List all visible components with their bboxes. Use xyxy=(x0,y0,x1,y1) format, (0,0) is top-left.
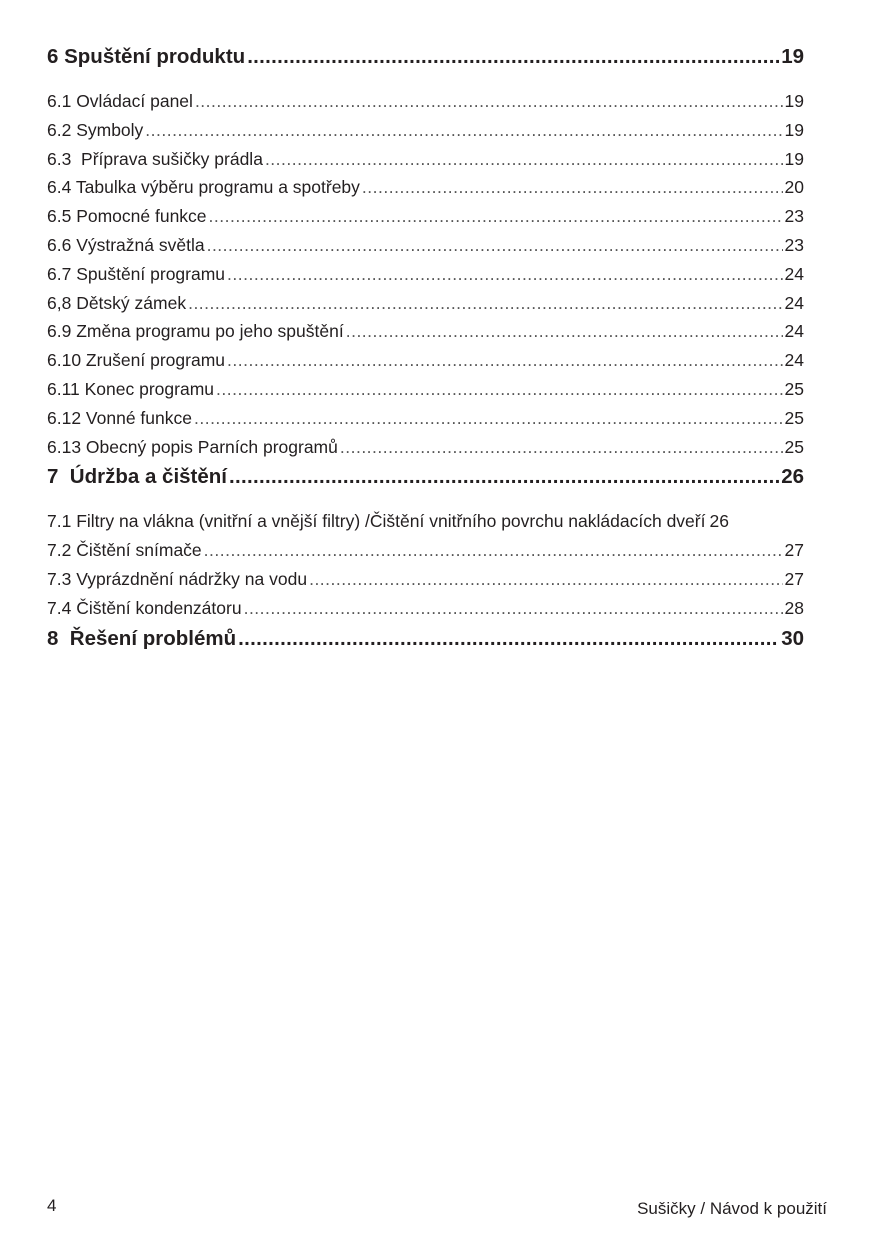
dot-leader xyxy=(209,202,783,231)
dot-leader xyxy=(194,404,783,433)
toc-page-number: 24 xyxy=(784,321,804,342)
toc-page-number: 19 xyxy=(784,148,804,169)
toc-page-number: 27 xyxy=(784,568,804,589)
toc-item-6-6[interactable] xyxy=(47,231,804,260)
table-of-contents xyxy=(47,41,804,657)
dot-leader xyxy=(265,145,783,174)
dot-leader xyxy=(227,346,783,375)
toc-item-title: 6.5 Pomocné funkce xyxy=(47,206,207,227)
toc-page-number: 24 xyxy=(784,263,804,284)
dot-leader xyxy=(340,433,783,462)
toc-item-6-1[interactable] xyxy=(47,87,804,116)
toc-item-title: 6.6 Výstražná světla xyxy=(47,234,205,255)
toc-page-number: 25 xyxy=(784,407,804,428)
toc-item-7-1[interactable] xyxy=(47,507,804,536)
toc-item-7-2[interactable] xyxy=(47,536,804,565)
toc-item-6-5[interactable] xyxy=(47,202,804,231)
toc-item-6-9[interactable] xyxy=(47,317,804,346)
toc-page-number: 26 xyxy=(781,465,804,489)
dot-leader xyxy=(195,87,783,116)
toc-item-title: 6.10 Zrušení programu xyxy=(47,350,226,371)
dot-leader xyxy=(227,260,783,289)
toc-item-title: 6.1 Ovládací panel xyxy=(47,91,193,111)
toc-section-6[interactable] xyxy=(47,45,804,75)
toc-item-7-4[interactable] xyxy=(47,594,804,623)
toc-item-title: 7.1 Filtry na vlákna (vnitřní a vnější filtry) /Čištění vnitřního povrchu nakládacích dveří xyxy=(47,511,706,532)
toc-item-title: 7.4 Čištění kondenzátoru xyxy=(47,597,242,618)
toc-section-title: 8 Řešení problémů xyxy=(47,626,237,650)
toc-item-title: 6.7 Spuštění programu xyxy=(47,263,226,284)
dot-leader xyxy=(247,45,779,69)
toc-page-number: 23 xyxy=(784,234,804,255)
toc-page-number: 25 xyxy=(784,378,804,399)
dot-leader xyxy=(188,289,782,318)
toc-page-number: 27 xyxy=(784,540,804,561)
toc-item-6-7[interactable] xyxy=(47,260,804,289)
toc-page-number: 23 xyxy=(784,206,804,227)
toc-page-number: 20 xyxy=(784,177,804,198)
toc-item-title: 6,8 Dětský zámek xyxy=(47,292,187,313)
toc-item-6-11[interactable] xyxy=(47,375,804,404)
toc-item-title: 6.2 Symboly xyxy=(47,119,144,140)
toc-item-title: 7.3 Vyprázdnění nádržky na vodu xyxy=(47,568,308,589)
toc-item-title: 6.13 Obecný popis Parních programů xyxy=(47,436,338,457)
toc-item-title: 6.9 Změna programu po jeho spuštění xyxy=(47,321,344,342)
dot-leader xyxy=(207,231,783,260)
dot-leader xyxy=(244,594,783,623)
toc-item-6-2[interactable] xyxy=(47,116,804,145)
toc-section-8[interactable] xyxy=(47,627,804,657)
toc-page-number: 19 xyxy=(784,91,804,111)
dot-leader xyxy=(309,565,782,594)
toc-item-6-12[interactable] xyxy=(47,404,804,433)
toc-section-title: 7 Údržba a čištění xyxy=(47,465,228,489)
dot-leader xyxy=(238,627,779,651)
toc-item-title: 6.12 Vonné funkce xyxy=(47,407,192,428)
dot-leader xyxy=(145,116,782,145)
footer-document-title: Sušičky / Návod k použití xyxy=(637,1199,827,1218)
toc-page-number: 19 xyxy=(784,119,804,140)
toc-page-number: 28 xyxy=(784,597,804,618)
toc-item-title: 7.2 Čištění snímače xyxy=(47,540,202,561)
toc-item-6-10[interactable] xyxy=(47,346,804,375)
toc-item-6-13[interactable] xyxy=(47,433,804,462)
toc-item-6-4[interactable] xyxy=(47,173,804,202)
toc-section-title: 6 Spuštění produktu xyxy=(47,45,246,68)
toc-page-number: 30 xyxy=(781,626,804,650)
toc-section-7[interactable] xyxy=(47,465,804,495)
dot-leader xyxy=(216,375,783,404)
toc-item-title: 6.11 Konec programu xyxy=(47,378,215,399)
toc-item-title: 6.4 Tabulka výběru programu a spotřeby xyxy=(47,177,360,198)
dot-leader xyxy=(229,465,779,489)
toc-item-title: 6.3 Příprava sušičky prádla xyxy=(47,148,263,169)
toc-page-number: 24 xyxy=(784,292,804,313)
toc-item-6-8[interactable] xyxy=(47,289,804,318)
footer-page-number: 4 xyxy=(47,1196,57,1215)
dot-leader xyxy=(204,536,783,565)
toc-page-number: 24 xyxy=(784,350,804,371)
dot-leader xyxy=(362,173,783,202)
toc-page-number: 25 xyxy=(784,436,804,457)
toc-page-number: 26 xyxy=(709,511,729,532)
dot-leader xyxy=(346,317,783,346)
toc-item-7-3[interactable] xyxy=(47,565,804,594)
toc-page-number: 19 xyxy=(781,45,804,68)
toc-item-6-3[interactable] xyxy=(47,145,804,174)
